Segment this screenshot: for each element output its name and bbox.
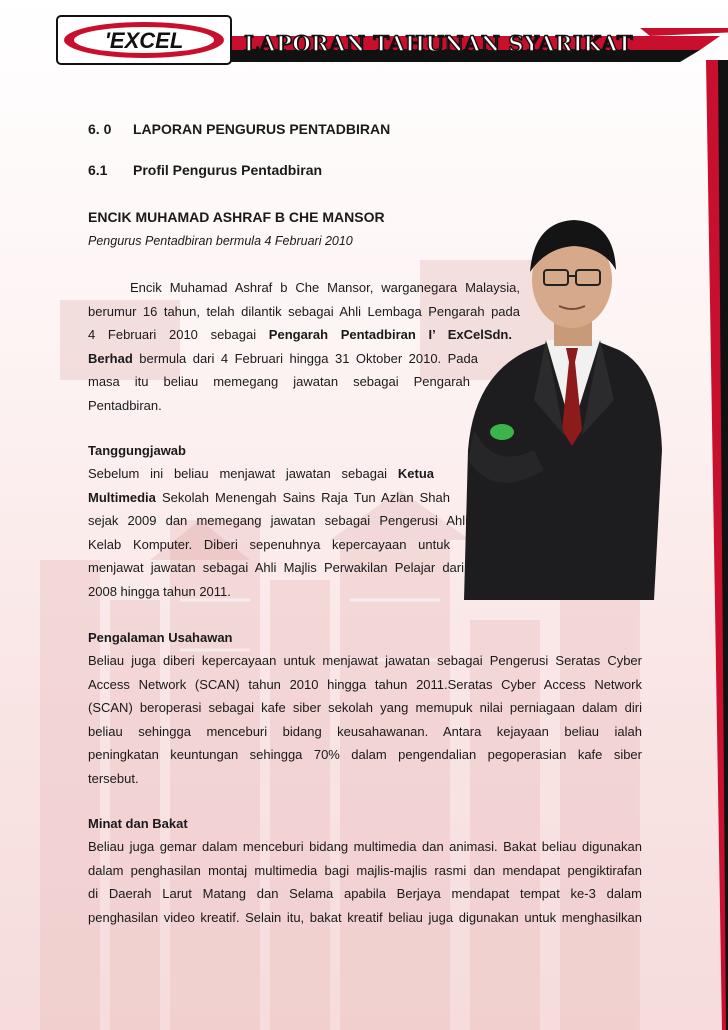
tanggungjawab-line: sejak 2009 dan memegang jawatan sebagai Pengerusi Ahli <box>88 513 468 528</box>
intro-line <box>88 323 512 347</box>
intro-text: bermula dari 4 Februari hingga 31 Oktober 2010. Pada <box>132 350 478 366</box>
pengalaman-line: Beliau juga diberi kepercayaan untuk menjawat jawatan sebagai Pengerusi Seratas Cyber <box>88 653 642 668</box>
person-role: Pengurus Pentadbiran bermula 4 Februari 2010 <box>88 234 353 248</box>
section-number: 6. 0 <box>88 121 112 137</box>
tanggungjawab-heading: Tanggungjawab <box>88 443 186 458</box>
subsection-number: 6.1 <box>88 162 108 178</box>
tanggungjawab-bold-text: Ketua <box>397 466 434 481</box>
tanggungjawab-line: 2008 hingga tahun 2011. <box>88 583 231 599</box>
pengalaman-line: beliau sehingga menceburi bidang keusahawanan. Antara kejayaan beliau ialah <box>88 723 642 739</box>
tanggungjawab-line <box>88 462 434 486</box>
intro-line: Encik Muhamad Ashraf b Che Mansor, warganegara Malaysia, <box>130 280 520 295</box>
intro-line: Pentadbiran. <box>88 397 162 413</box>
tanggungjawab-line: menjawat jawatan sebagai Ahli Majlis Perwakilan Pelajar dari <box>88 560 464 575</box>
pengalaman-line: tersebut. <box>88 770 139 786</box>
tanggungjawab-bold-text: Multimedia <box>88 489 156 505</box>
minat-line: penghasilan video kreatif. Selain itu, bakat kreatif beliau juga digunakan untuk menghasilkan <box>88 909 642 925</box>
banner-title: LAPORAN TAHUNAN SYARIKAT <box>244 31 633 56</box>
intro-bold-text: Berhad <box>88 350 133 366</box>
pengalaman-heading: Pengalaman Usahawan <box>88 630 233 645</box>
excel-logo <box>56 15 232 65</box>
intro-line: berumur 16 tahun, telah dilantik sebagai Ahli Lembaga Pengarah pada <box>88 303 520 319</box>
minat-paragraph <box>88 835 642 929</box>
person-name: ENCIK MUHAMAD ASHRAF B CHE MANSOR <box>88 209 385 225</box>
pengalaman-line: (SCAN) beroperasi sebagai kafe siber sekolah yang memupuk nilai perniagaan dalam diri <box>88 700 642 715</box>
right-edge-stripe <box>688 60 728 1030</box>
subsection-title: Profil Pengurus Pentadbiran <box>133 162 323 178</box>
logo-text: 'EXCEL <box>104 28 184 53</box>
intro-paragraph <box>88 276 520 417</box>
pengalaman-paragraph <box>88 649 642 790</box>
intro-bold-text: Pengarah Pentadbiran I’ ExCelSdn. <box>268 327 512 342</box>
minat-line: Beliau juga gemar dalam menceburi bidang multimedia dan animasi. Bakat beliau digunakan <box>88 839 642 854</box>
tanggungjawab-text: Sebelum ini beliau menjawat jawatan sebagai <box>88 466 398 481</box>
pengalaman-line: Access Network (SCAN) tahun 2010 hingga tahun 2011.Seratas Cyber Access Network <box>88 676 642 692</box>
tanggungjawab-line: Kelab Komputer. Diberi sepenuhnya kepercayaan untuk <box>88 536 450 552</box>
tanggungjawab-text: Sekolah Menengah Sains Raja Tun Azlan Shah <box>155 489 450 505</box>
pengalaman-line: peningkatan keuntungan sehingga 70% dalam pengendalian pegoperasian kafe siber <box>88 747 642 762</box>
intro-line <box>88 347 478 371</box>
tanggungjawab-paragraph <box>88 462 468 603</box>
minat-line: dalam penghasilan montaj multimedia bagi majlis-majlis rasmi dan mendapat pengiktirafan <box>88 862 642 878</box>
intro-line: masa itu beliau memegang jawatan sebagai Pengarah <box>88 374 470 389</box>
section-title: LAPORAN PENGURUS PENTADBIRAN <box>133 121 391 137</box>
minat-line: di Daerah Larut Matang dan Selama apabila Berjaya mendapat tempat ke-3 dalam <box>88 886 642 901</box>
intro-text: 4 Februari 2010 sebagai <box>88 327 269 342</box>
minat-heading: Minat dan Bakat <box>88 816 188 831</box>
tanggungjawab-line <box>88 486 450 510</box>
